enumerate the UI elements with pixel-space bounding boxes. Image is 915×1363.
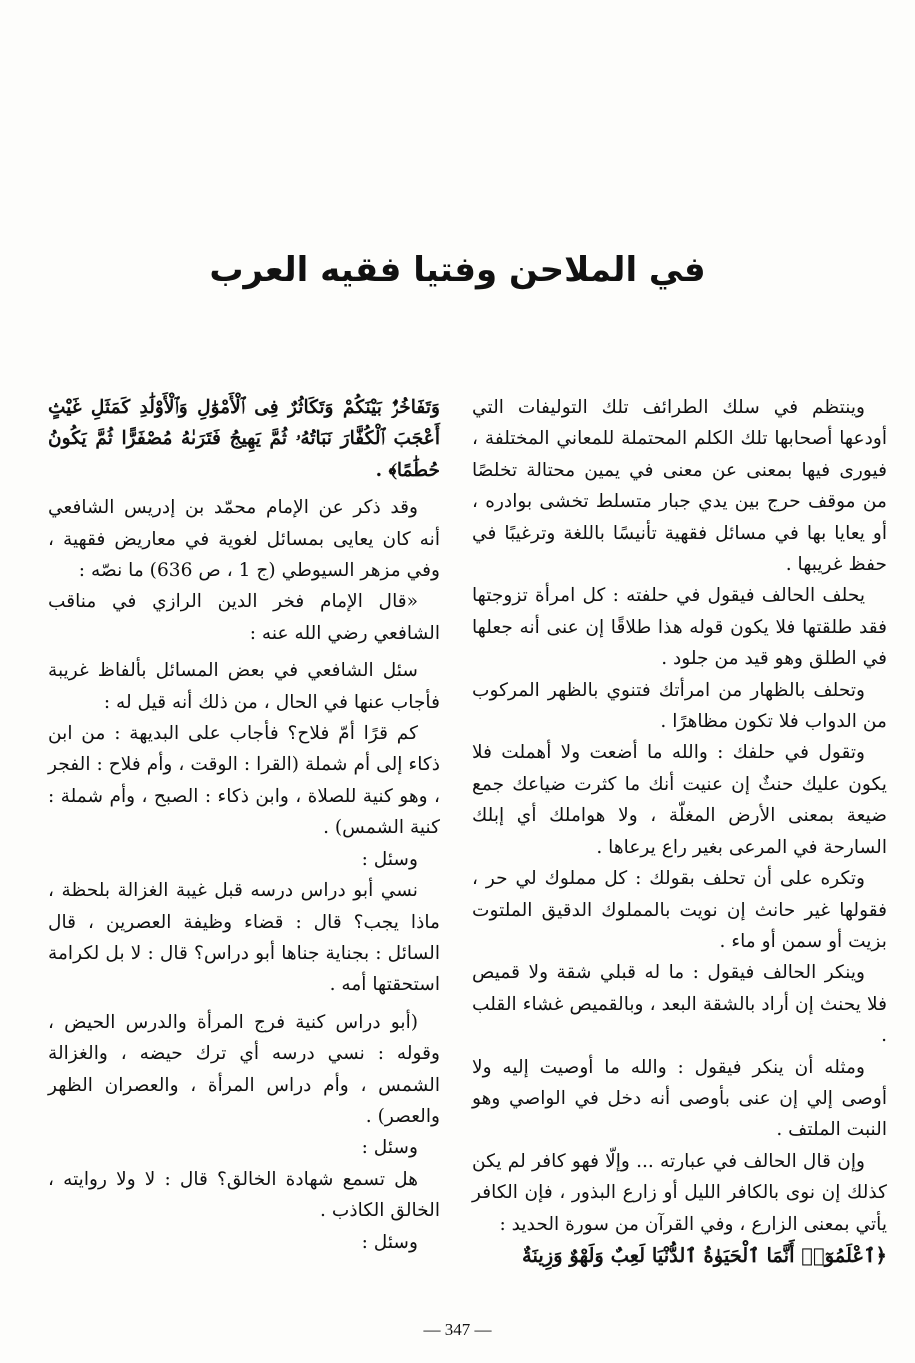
quran-verse-end: وَتَفَاخُرٌۢ بَيْنَكُمْ وَتَكَاثُرٌ فِى ٱلْأَمْوَٰلِ وَٱلْأَوْلَٰدِ كَمَثَلِ غَيْثٍ أَعْجَبَ ٱلْكُفَّارَ نَبَاتُهُۥ ثُمَّ يَهِيجُ فَتَرَىٰهُ مُصْفَرًّا ثُمَّ يَكُونُ حُطَٰمًا﴾ . [48, 397, 440, 481]
paragraph: وتحلف بالظهار من امرأتك فتنوي بالظهر المركوب من الدواب فلا تكون مظاهرًا . [472, 679, 887, 733]
paragraph: وسئل : [361, 848, 418, 870]
paragraph: وتكره على أن تحلف بقولك : كل مملوك لي حر ، فقولها غير حانث إن نويت بالمملوك الدقيق الملتوت بزيت أو سمن أو ماء . [472, 868, 887, 952]
paragraph: ومثله أن ينكر فيقول : والله ما أوصيت إليه ولا أوصى إلي إن عنى بأوصى أنه دخل في الواصي وهو النبت الملتف . [472, 1056, 887, 1141]
left-column [48, 392, 440, 1258]
page-number: — 347 — [423, 1320, 492, 1339]
paragraph: وقد ذكر عن الإمام محمّد بن إدريس الشافعي أنه كان يعايى بمسائل لغوية في معاريض فقهية ، وفي مزهر السيوطي (ج 1 ، ص 636) ما نصّه : [48, 497, 440, 582]
paragraph: نسي أبو دراس درسه قبل غيبة الغزالة بلحظة ، ماذا يجب؟ قال : قضاء وظيفة العصرين ، قال السائل : بجناية جناها أبو دراس؟ قال : لا بل لكرامة استحقتها أمه . [48, 880, 440, 996]
paragraph: وتقول في حلفك : والله ما أضعت ولا أهملت فلا يكون عليك حنثٌ إن عنيت أنك ما كثرت ضياعك جمع ضيعة بمعنى الأرض المغلّة ، ولا هواملك أي إبلك السارحة في المرعى بغير راع يرعاها . [472, 742, 887, 858]
paragraph: (أبو دراس كنية فرج المرأة والدرس الحيض ، وقوله : نسي درسه أي ترك حيضه ، والغزالة الشمس ، وأم دراس المرأة ، والعصران الظهر والعصر) . [48, 1011, 440, 1127]
quran-verse-start: ﴿ٱعْلَمُوٓا۟ أَنَّمَا ٱلْحَيَوٰةُ ٱلدُّنْيَا لَعِبٌ وَلَهْوٌ وَزِينَةٌ [522, 1243, 887, 1267]
paragraph: وإن قال الحالف في عبارته ... وإلّا فهو كافر لم يكن كذلك إن نوى بالكافر الليل أو زارع البذور ، فإن الكافر يأتي بمعنى الزارع ، وفي القرآن من سورة الحديد : [472, 1150, 887, 1235]
paragraph: وسئل : [361, 1231, 418, 1253]
page-title: في الملاحن وفتيا فقيه العرب [209, 250, 706, 290]
paragraph: وينكر الحالف فيقول : ما له قبلي شقة ولا قميص فلا يحنث إن أراد بالشقة البعد ، وبالقميص غشاء القلب . [472, 962, 887, 1047]
paragraph: وسئل : [361, 1137, 418, 1159]
paragraph: «قال الإمام فخر الدين الرازي في مناقب الشافعي رضي الله عنه : [48, 591, 440, 644]
paragraph: كم قرًا أمّ فلاح؟ فأجاب على البديهة : من ابن ذكاء إلى أم شملة (القرا : الوقت ، وأم فلاح : الفجر ، وهو كنية للصلاة ، وابن ذكاء : الصبح ، وأم شملة : كنية الشمس) . [48, 723, 440, 839]
paragraph: وينتظم في سلك الطرائف تلك التوليفات التي أودعها أصحابها تلك الكلم المحتملة للمعاني المختلفة ، فيورى فيها بمعنى عن معنى في يمين محتالة تخلصًا من موقف حرج بين يدي جبار متسلط تخشى بوادره ، أو يعايا بها في مسائل فقهية تأنيسًا باللغة وترغيبًا في حفظ غريبها . [472, 397, 887, 576]
paragraph: سئل الشافعي في بعض المسائل بألفاظ غريبة فأجاب عنها في الحال ، من ذلك أنه قيل له : [48, 660, 440, 713]
right-column [472, 392, 887, 1271]
paragraph: يحلف الحالف فيقول في حلفته : كل امرأة تزوجتها فقد طلقتها فلا يكون قوله هذا طلاقًا إن عنى أنه جعلها في الطلق وهو قيد من جلود . [472, 585, 887, 670]
paragraph: هل تسمع شهادة الخالق؟ قال : لا ولا روايته ، الخالق الكاذب . [48, 1168, 440, 1222]
